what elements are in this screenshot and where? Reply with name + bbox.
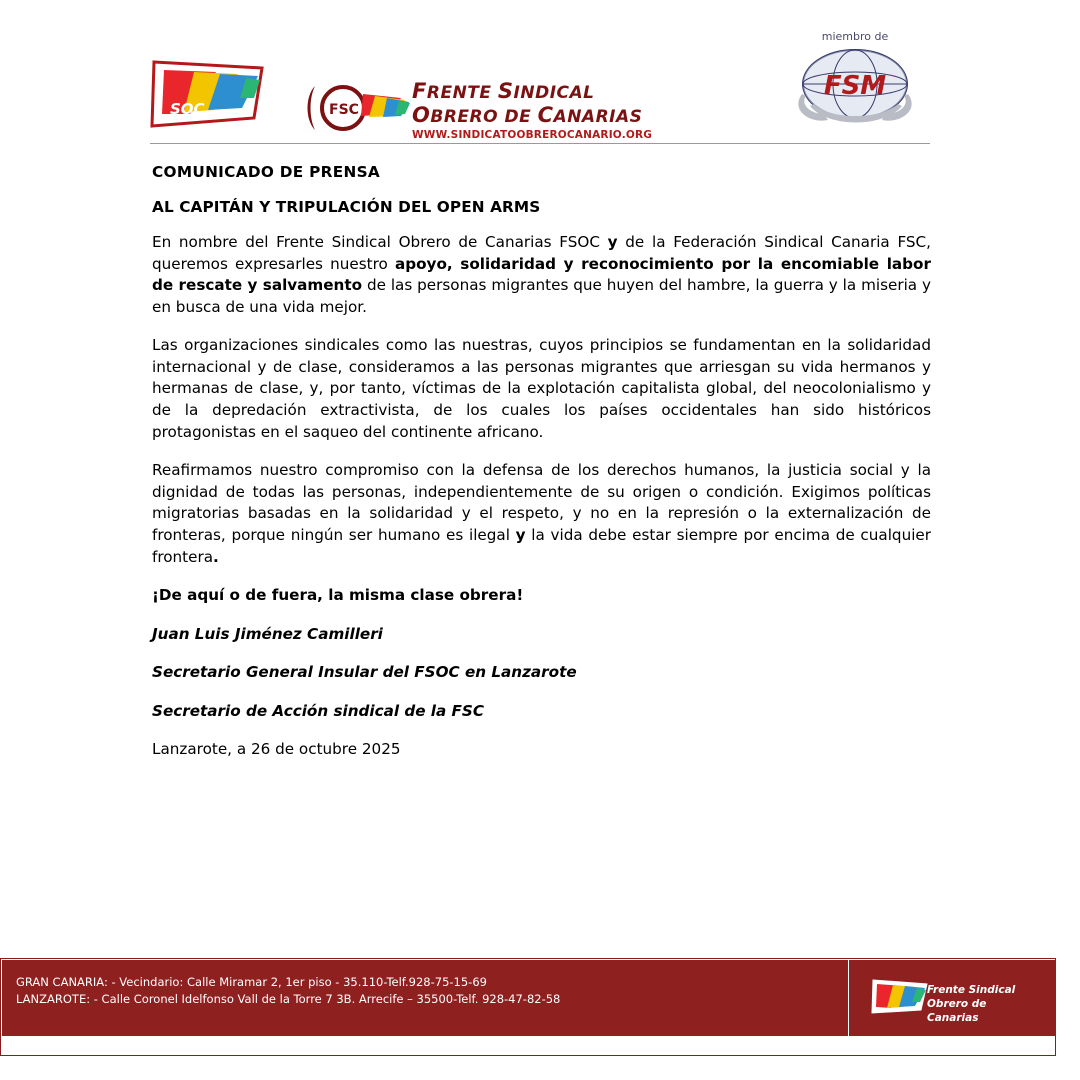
paragraph-3-part-d: . [213,547,219,566]
paragraph-1-part-c: de la Federación Sindical Canaria FSC, queremos expresarles nuestro [152,233,931,273]
org-name-line1-rest2: INDICAL [513,83,595,103]
footer-addresses [2,960,848,1036]
svg-text:FSM: FSM [823,71,887,101]
signature-role-2: Secretario de Acción sindical de la FSC [152,701,484,720]
paragraph-1-part-d: apoyo, solidaridad y reconocimiento por la encomiable labor de rescate y salvamento [152,254,931,295]
org-name-line1-rest: RENTE [426,83,498,103]
paragraph-1 [152,232,931,318]
signature-name: Juan Luis Jiménez Camilleri [152,624,383,643]
footer-fsoc-logo-icon [871,976,1041,1025]
header-divider [150,143,930,144]
document-footer [0,958,1056,1056]
document-slogan: ¡De aquí o de fuera, la misma clase obrera! [152,586,524,605]
document-title: AL CAPITÁN Y TRIPULACIÓN DEL OPEN ARMS [152,198,541,216]
org-name-line2-initial2: C [537,102,554,127]
paragraph-2: Las organizaciones sindicales como las nuestras, cuyos principios se fundamentan en la solidaridad internacional y de clase, consideramos a las personas migrantes que arriesgan su vida hermanos y hermanas de clase, y, por tanto, víctimas de la explotación capitalista global, del neocolonialismo y de la depredación extractivista, de los cuales los países occidentales han sido históricos protagonistas en el saqueo del continente africano. [152,336,931,441]
document-kicker: COMUNICADO DE PRENSA [152,163,381,181]
footer-logo-cell [848,960,1056,1036]
footer-logo-line-2: Obrero de Canarias [927,998,987,1025]
paragraph-3-part-a: Reafirmamos nuestro compromiso con la defensa de los derechos humanos, la justicia social y la dignidad de todas las personas, independientemente de su origen o condición. Exigimos políticas migratorias basadas en la solidaridad y el respeto, y no en la represión o la externalización de fronteras, porque ningún ser humano es ilegal [152,461,931,544]
paragraph-3-part-b: y [515,525,526,544]
signature-role-1: Secretario General Insular del FSOC en Lanzarote [152,663,577,682]
svg-text:FSC: FSC [329,102,359,118]
org-name-line1-initial: F [412,79,427,103]
org-name-line2-rest2: ANARIAS [553,106,643,127]
footer-logo-caption [927,983,1041,1026]
paragraph-1-part-e: de las personas migrantes que huyen del hambre, la guerra y la miseria y en busca de una vida mejor. [152,276,931,316]
fsoc-logo-icon [150,58,270,130]
footer-address-line-1: GRAN CANARIA: - Vecindario: Calle Miramar 2, 1er piso - 35.110-Telf.928-75-15-69 [16,975,487,989]
document-header [150,30,930,142]
fsm-caption: miembro de [821,30,889,43]
svg-text:SOC: SOC [170,100,205,118]
org-name-line2-rest: BRERO DE [430,106,538,127]
org-name-line2-initial: O [412,102,431,127]
place-and-date: Lanzarote, a 26 de octubre 2025 [152,740,401,759]
organization-name [412,80,712,141]
footer-logo-line-1: Frente Sindical [927,984,1016,996]
organization-website[interactable]: WWW.SINDICATOOBREROCANARIO.ORG [412,129,653,142]
fsm-globe-icon [780,44,930,140]
paragraph-1-part-b: y [607,233,618,251]
fsm-logo-block [780,30,930,140]
paragraph-3-part-c: la vida debe estar siempre por encima de cualquier frontera [152,525,932,566]
fsc-logo-icon [305,82,415,134]
footer-address-line-2: LANZAROTE: - Calle Coronel Idelfonso Vall de la Torre 7 3B. Arrecife – 35500-Telf. 928-47-82-58 [16,992,561,1007]
paragraph-1-part-a: En nombre del Frente Sindical Obrero de Canarias FSOC [152,233,608,251]
footer-bar [2,960,1056,1036]
document-body [152,163,931,778]
org-name-line1-initial2: S [497,79,514,103]
paragraph-3 [152,460,931,568]
